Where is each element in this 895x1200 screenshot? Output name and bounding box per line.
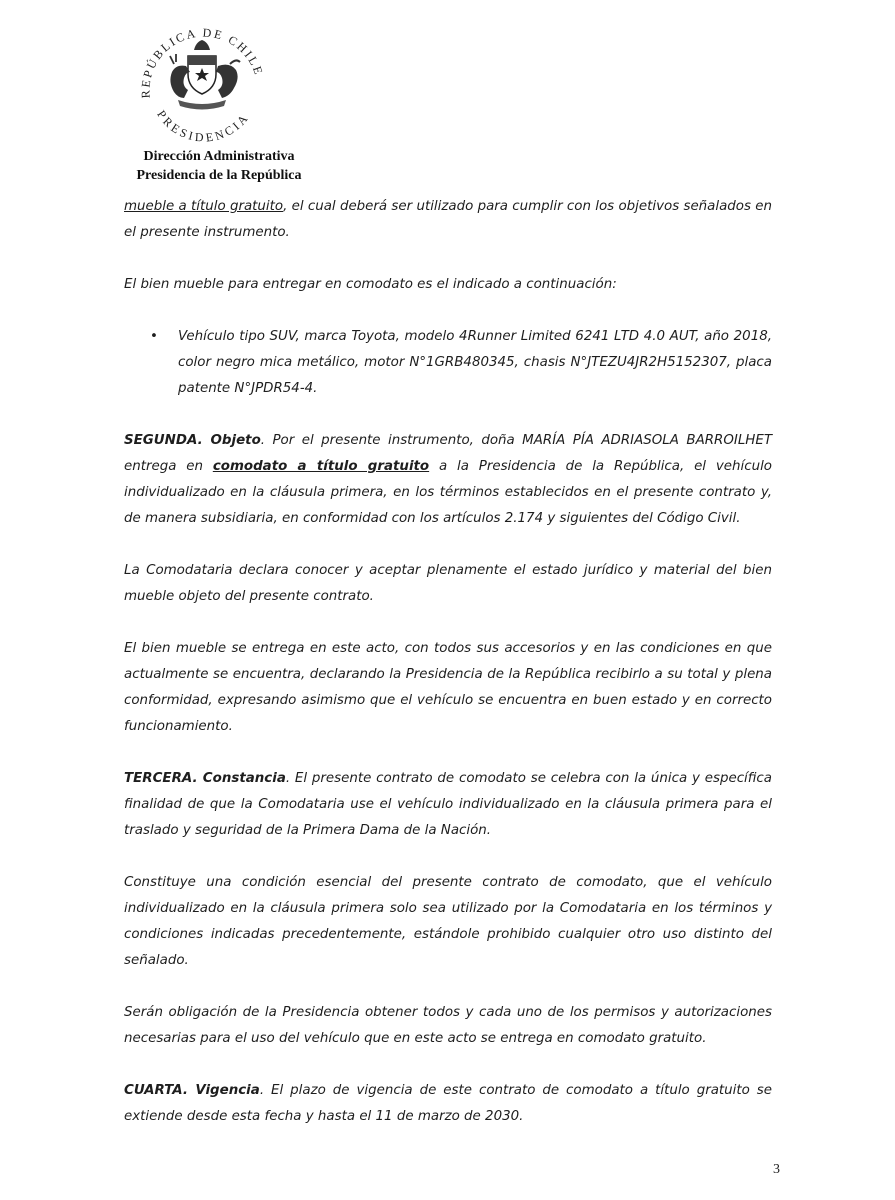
- svg-text:PRESIDENCIA: [154, 108, 252, 144]
- clause-heading-tercera: TERCERA. Constancia: [124, 771, 286, 786]
- paragraph-condition: Constituye una condición esencial del presente contrato de comodato, que el vehículo individualizado en la cláusula primera solo sea utilizado por la Comodataria en los términos y condiciones indicadas precedentemente, estándole prohibido cualquier otro uso distinto del señalado.: [124, 875, 772, 968]
- clause-cuarta: [124, 1078, 772, 1130]
- paragraph-text: , el cual deberá ser utilizado para cumplir con los objetivos señalados en el presente instrumento.: [124, 199, 772, 240]
- list-item: [124, 324, 772, 402]
- clause-heading-segunda: SEGUNDA. Objeto: [124, 433, 261, 448]
- clause-text: . El plazo de vigencia de este contrato de comodato a título gratuito se extiende desde esta fecha y hasta el 11 de marzo de 2030.: [124, 1083, 772, 1124]
- clause-text: . Por el presente instrumento, doña MARÍA PÍA ADRIASOLA BARROILHET entrega en: [124, 433, 772, 474]
- bold-underlined-phrase: comodato a título gratuito: [212, 459, 430, 474]
- paragraph-intro-vehicle: El bien mueble para entregar en comodato es el indicado a continuación:: [124, 277, 617, 292]
- presidential-seal: [132, 20, 272, 144]
- clause-heading-cuarta: CUARTA. Vigencia: [124, 1083, 260, 1098]
- clause-text: . El presente contrato de comodato se celebra con la única y específica finalidad de que la Comodataria use el vehículo individualizado en la cláusula primera para el traslado y seguridad de la Primera Dama de la Nación.: [124, 771, 772, 838]
- header-line-1: Dirección Administrativa: [143, 149, 295, 164]
- paragraph-obligation: Serán obligación de la Presidencia obtener todos y cada uno de los permisos y autorizaciones necesarias para el uso del vehículo que en este acto se entrega en comodato gratuito.: [124, 1005, 772, 1046]
- bullet-icon: •: [150, 329, 158, 344]
- document-body: [124, 194, 772, 1130]
- page-number: 3: [773, 1162, 780, 1177]
- seal-top-text: REPÚBLICA DE CHILE: [138, 25, 267, 99]
- underlined-phrase: mueble a título gratuito: [124, 199, 284, 214]
- clause-segunda: [124, 428, 772, 532]
- clause-text: a la Presidencia de la República, el vehículo individualizado en la cláusula primera, en los términos establecidos en el presente contrato y, de manera subsidiaria, en conformidad con los artículos 2.174 y siguientes del Código Civil.: [124, 459, 772, 526]
- vehicle-list: [124, 324, 772, 402]
- paragraph-declaration: La Comodataria declara conocer y aceptar plenamente el estado jurídico y material del bien mueble objeto del presente contrato.: [124, 563, 772, 604]
- coat-of-arms-icon: [132, 20, 272, 144]
- paragraph-continuation: [124, 194, 772, 246]
- header-line-2: Presidencia de la República: [136, 168, 302, 183]
- vehicle-description: Vehículo tipo SUV, marca Toyota, modelo 4Runner Limited 6241 LTD 4.0 AUT, año 2018, color negro mica metálico, motor N°1GRB480345, chasis N°JTEZU4JR2H5152307, placa patente N°JPDR54-4.: [178, 329, 772, 396]
- seal-bottom-text: PRESIDENCIA: [154, 107, 253, 144]
- header-department: [124, 147, 314, 185]
- clause-tercera: [124, 766, 772, 844]
- paragraph-delivery: El bien mueble se entrega en este acto, con todos sus accesorios y en las condiciones en que actualmente se encuentra, declarando la Presidencia de la República recibirlo a su total y plena conformidad, expresando asimismo que el vehículo se encuentra en buen estado y en correcto funcionamiento.: [124, 641, 772, 734]
